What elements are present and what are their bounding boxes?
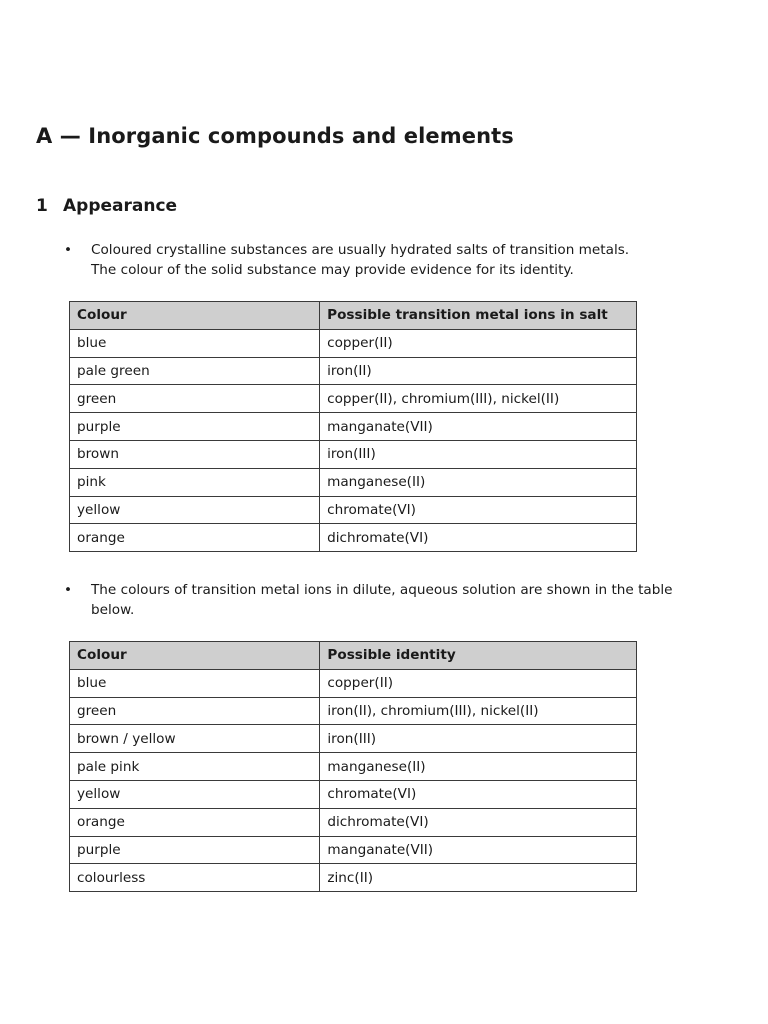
subsection-title: Appearance xyxy=(63,196,178,216)
table-row xyxy=(70,780,637,808)
column-header: Possible identity xyxy=(320,642,637,670)
identity-cell: copper(II) xyxy=(320,669,637,697)
table-row xyxy=(70,385,637,413)
table-row xyxy=(70,697,637,725)
table-row xyxy=(70,725,637,753)
table-row xyxy=(70,836,637,864)
solid-colours-table xyxy=(69,301,637,552)
colour-cell: pink xyxy=(70,468,320,496)
bullet-line: The colour of the solid substance may provide evidence for its identity. xyxy=(91,262,574,278)
table-row xyxy=(70,329,637,357)
bullet-line: The colours of transition metal ions in dilute, aqueous solution are shown in the table xyxy=(91,582,673,598)
table-row xyxy=(70,357,637,385)
bullet-line: Coloured crystalline substances are usually hydrated salts of transition metals. xyxy=(91,242,630,258)
colour-cell: orange xyxy=(70,808,320,836)
ion-cell: iron(III) xyxy=(320,440,637,468)
table-row xyxy=(70,753,637,781)
table-row xyxy=(70,468,637,496)
table-row xyxy=(70,440,637,468)
ion-cell: chromate(VI) xyxy=(320,496,637,524)
colour-cell: green xyxy=(70,697,320,725)
bullet-line: below. xyxy=(91,602,135,618)
table-row xyxy=(70,808,637,836)
ion-cell: manganese(II) xyxy=(320,468,637,496)
colour-cell: purple xyxy=(70,413,320,441)
identity-cell: manganate(VII) xyxy=(320,836,637,864)
column-header: Colour xyxy=(70,302,320,330)
colour-cell: orange xyxy=(70,524,320,552)
ion-cell: dichromate(VI) xyxy=(320,524,637,552)
bullet-point-solids xyxy=(64,240,754,280)
colour-cell: blue xyxy=(70,329,320,357)
identity-cell: manganese(II) xyxy=(320,753,637,781)
identity-cell: chromate(VI) xyxy=(320,780,637,808)
colour-cell: brown / yellow xyxy=(70,725,320,753)
section-heading: A — Inorganic compounds and elements xyxy=(36,124,514,148)
table-row xyxy=(70,413,637,441)
bullet-marker: • xyxy=(64,582,73,598)
colour-cell: brown xyxy=(70,440,320,468)
bullet-point-solutions xyxy=(64,580,754,620)
bullet-text xyxy=(91,240,754,280)
table-header-row xyxy=(70,642,637,670)
colour-cell: yellow xyxy=(70,780,320,808)
table-header-row xyxy=(70,302,637,330)
bullet-marker: • xyxy=(64,242,73,258)
table-row xyxy=(70,524,637,552)
colour-cell: pale pink xyxy=(70,753,320,781)
ion-cell: manganate(VII) xyxy=(320,413,637,441)
identity-cell: dichromate(VI) xyxy=(320,808,637,836)
colour-cell: pale green xyxy=(70,357,320,385)
colour-cell: colourless xyxy=(70,864,320,892)
colour-cell: yellow xyxy=(70,496,320,524)
identity-cell: iron(II), chromium(III), nickel(II) xyxy=(320,697,637,725)
identity-cell: iron(III) xyxy=(320,725,637,753)
colour-cell: purple xyxy=(70,836,320,864)
table-row xyxy=(70,864,637,892)
solution-colours-table xyxy=(69,641,637,892)
colour-cell: green xyxy=(70,385,320,413)
bullet-text xyxy=(91,580,754,620)
ion-cell: iron(II) xyxy=(320,357,637,385)
subsection-number: 1 xyxy=(36,196,48,216)
colour-cell: blue xyxy=(70,669,320,697)
column-header: Possible transition metal ions in salt xyxy=(320,302,637,330)
ion-cell: copper(II) xyxy=(320,329,637,357)
subsection-heading xyxy=(36,196,177,216)
identity-cell: zinc(II) xyxy=(320,864,637,892)
column-header: Colour xyxy=(70,642,320,670)
table-row xyxy=(70,496,637,524)
table-row xyxy=(70,669,637,697)
ion-cell: copper(II), chromium(III), nickel(II) xyxy=(320,385,637,413)
